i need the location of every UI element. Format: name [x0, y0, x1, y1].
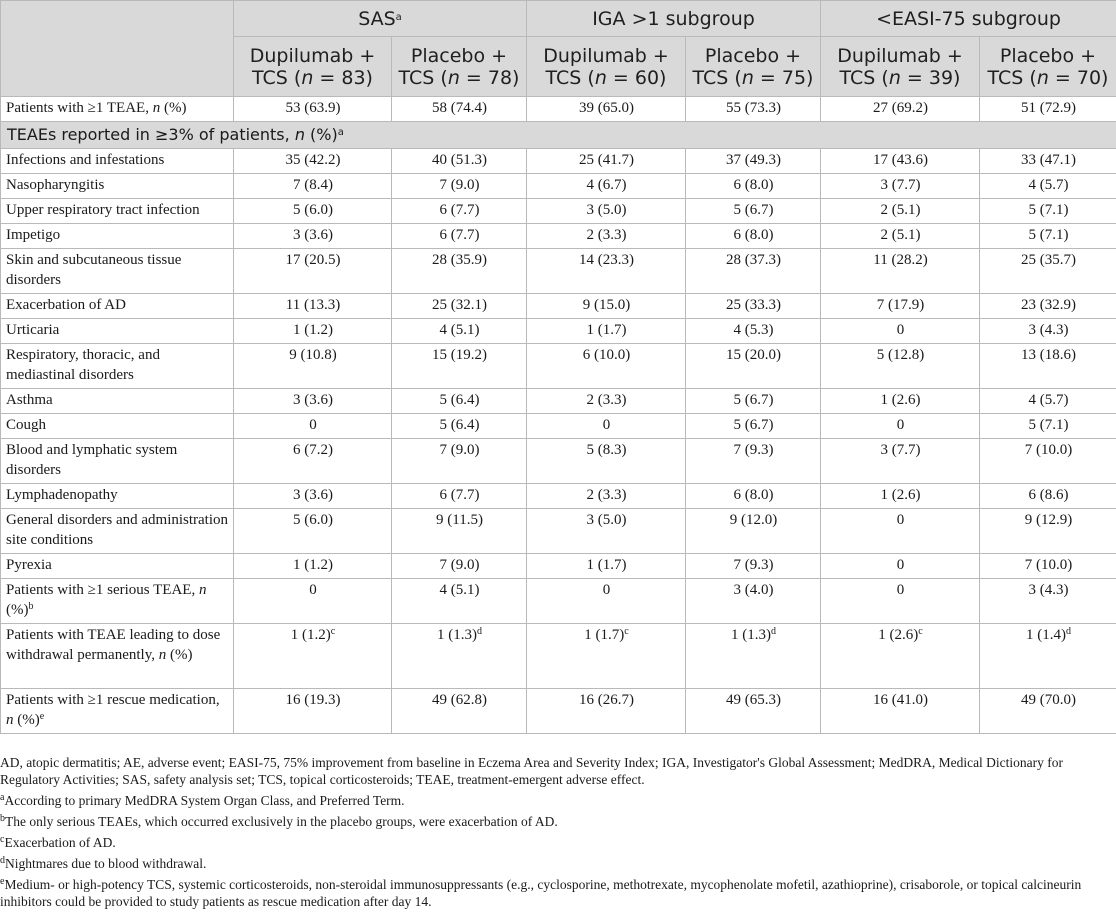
arm-header: Placebo + TCS (n = 78): [392, 37, 527, 97]
footnote: $^a$According to primary MedDRA System Organ Class, and Preferred Term.: [0, 792, 405, 808]
table-cell: 27 (69.2): [821, 97, 980, 122]
table-cell: 1 (1.7): [527, 554, 686, 579]
table-cell: 6 (7.2): [234, 439, 392, 484]
table-cell: 6 (7.7): [392, 484, 527, 509]
table-cell: 17 (43.6): [821, 149, 980, 174]
table-cell: 1 $(1.4)^d$: [980, 624, 1116, 689]
table-cell: 1 (1.7): [527, 319, 686, 344]
table-row: [1, 174, 1116, 199]
table-cell: 25 (32.1): [392, 294, 527, 319]
table-cell: 3 (4.3): [980, 319, 1116, 344]
group-header-row: [1, 1, 1116, 37]
table-cell: 6 (8.0): [686, 484, 821, 509]
table-cell: 5 (6.0): [234, 199, 392, 224]
table-row: [1, 509, 1116, 554]
table-cell: 5 (8.3): [527, 439, 686, 484]
table-cell: 1 $(1.3)^d$: [686, 624, 821, 689]
table-cell: 2 (5.1): [821, 224, 980, 249]
section-header-label: TEAEs reported in ≥3% of patients, n (%)$^a$: [1, 122, 1116, 149]
table-footnotes: [0, 754, 1116, 914]
table-cell: 3 (7.7): [821, 439, 980, 484]
table-cell: 9 (11.5): [392, 509, 527, 554]
table-cell: 14 (23.3): [527, 249, 686, 294]
table-cell: 7 (9.3): [686, 554, 821, 579]
table-cell: 7 (10.0): [980, 554, 1116, 579]
table-row: [1, 554, 1116, 579]
table-cell: 1 (2.6): [821, 389, 980, 414]
table-row: [1, 389, 1116, 414]
table-cell: 1 (1.2): [234, 554, 392, 579]
table-row: [1, 319, 1116, 344]
row-label: Skin and subcutaneous tissue disorders: [1, 249, 234, 294]
table-cell: 3 (3.6): [234, 389, 392, 414]
table-cell: 1 $(1.7)^c$: [527, 624, 686, 689]
table-cell: 5 (7.1): [980, 224, 1116, 249]
arm-header: Dupilumab + TCS (n = 39): [821, 37, 980, 97]
table-cell: 28 (37.3): [686, 249, 821, 294]
table-cell: 35 (42.2): [234, 149, 392, 174]
table-cell: 25 (35.7): [980, 249, 1116, 294]
table-cell: 1 $(2.6)^c$: [821, 624, 980, 689]
table-row: [1, 414, 1116, 439]
table-cell: 5 (7.1): [980, 199, 1116, 224]
row-label: Asthma: [1, 389, 234, 414]
table-cell: 4 (5.1): [392, 319, 527, 344]
table-cell: 9 (15.0): [527, 294, 686, 319]
row-label: Upper respiratory tract infection: [1, 199, 234, 224]
table-cell: 4 (6.7): [527, 174, 686, 199]
table-cell: 25 (33.3): [686, 294, 821, 319]
table-row: [1, 149, 1116, 174]
table-cell: 33 (47.1): [980, 149, 1116, 174]
table-cell: 4 (5.7): [980, 389, 1116, 414]
table-cell: 53 (63.9): [234, 97, 392, 122]
table-row: [1, 249, 1116, 294]
table-cell: 16 (19.3): [234, 689, 392, 734]
group-header-iga: IGA >1 subgroup: [527, 1, 821, 37]
table-cell: 5 (7.1): [980, 414, 1116, 439]
table-cell: 25 (41.7): [527, 149, 686, 174]
table-cell: 11 (13.3): [234, 294, 392, 319]
table-cell: 1 (2.6): [821, 484, 980, 509]
row-label: Blood and lymphatic system disorders: [1, 439, 234, 484]
table-cell: 15 (20.0): [686, 344, 821, 389]
table-row: [1, 199, 1116, 224]
table-cell: 3 (7.7): [821, 174, 980, 199]
table-cell: 0: [821, 509, 980, 554]
table-cell: 7 (8.4): [234, 174, 392, 199]
row-label: Impetigo: [1, 224, 234, 249]
table-row: [1, 579, 1116, 624]
group-header-easi: <EASI-75 subgroup: [821, 1, 1116, 37]
table-row: [1, 344, 1116, 389]
table-cell: 7 (17.9): [821, 294, 980, 319]
table-cell: 3 (4.0): [686, 579, 821, 624]
table-cell: 17 (20.5): [234, 249, 392, 294]
table-cell: 2 (3.3): [527, 484, 686, 509]
table-cell: 6 (7.7): [392, 199, 527, 224]
arm-header: Placebo + TCS (n = 70): [980, 37, 1116, 97]
table-cell: 0: [527, 414, 686, 439]
table-cell: 13 (18.6): [980, 344, 1116, 389]
table-cell: 7 (9.0): [392, 439, 527, 484]
table-row: [1, 97, 1116, 122]
table-cell: 15 (19.2): [392, 344, 527, 389]
row-label: Lymphadenopathy: [1, 484, 234, 509]
table-cell: 51 (72.9): [980, 97, 1116, 122]
table-cell: 9 (12.9): [980, 509, 1116, 554]
table-body: [1, 97, 1116, 734]
row-label: Pyrexia: [1, 554, 234, 579]
row-label: Respiratory, thoracic, and mediastinal disorders: [1, 344, 234, 389]
footnote: $^c$Exacerbation of AD.: [0, 834, 116, 850]
table-cell: 7 (9.0): [392, 554, 527, 579]
table-cell: 39 (65.0): [527, 97, 686, 122]
row-label: Patients with ≥1 rescue medication, n (%)$^e$: [1, 689, 234, 734]
table-cell: 4 (5.1): [392, 579, 527, 624]
table-cell: 49 (65.3): [686, 689, 821, 734]
row-label: Nasopharyngitis: [1, 174, 234, 199]
table-cell: 5 (6.7): [686, 199, 821, 224]
row-label: Infections and infestations: [1, 149, 234, 174]
table-cell: 5 (6.4): [392, 389, 527, 414]
table-cell: 40 (51.3): [392, 149, 527, 174]
table-cell: 5 (6.7): [686, 414, 821, 439]
table-cell: 0: [821, 414, 980, 439]
table-cell: 1 $(1.3)^d$: [392, 624, 527, 689]
table-cell: 0: [821, 579, 980, 624]
table-cell: 2 (5.1): [821, 199, 980, 224]
table-cell: 11 (28.2): [821, 249, 980, 294]
arm-header: Dupilumab + TCS (n = 83): [234, 37, 392, 97]
table-cell: 28 (35.9): [392, 249, 527, 294]
table-cell: 49 (62.8): [392, 689, 527, 734]
table-cell: 0: [821, 319, 980, 344]
table-cell: 0: [234, 414, 392, 439]
table-cell: 6 (8.0): [686, 224, 821, 249]
row-label: Patients with TEAE leading to dose withdrawal permanently, n (%): [1, 624, 234, 689]
table-row: [1, 484, 1116, 509]
row-label: General disorders and administration site conditions: [1, 509, 234, 554]
header-corner: [1, 1, 234, 97]
table-row: [1, 624, 1116, 689]
table-cell: 7 (9.3): [686, 439, 821, 484]
arm-header: Dupilumab + TCS (n = 60): [527, 37, 686, 97]
table-cell: 5 (6.4): [392, 414, 527, 439]
table-cell: 4 (5.3): [686, 319, 821, 344]
table-cell: 0: [821, 554, 980, 579]
table-cell: 3 (3.6): [234, 484, 392, 509]
footnote: $^b$The only serious TEAEs, which occurred exclusively in the placebo groups, were exacerbation of AD.: [0, 813, 558, 829]
arm-header: Placebo + TCS (n = 75): [686, 37, 821, 97]
section-header-row: [1, 122, 1116, 149]
table-cell: 16 (41.0): [821, 689, 980, 734]
table-cell: 6 (10.0): [527, 344, 686, 389]
row-label: Patients with ≥1 TEAE, n (%): [1, 97, 234, 122]
table-cell: 3 (5.0): [527, 509, 686, 554]
table-cell: 49 (70.0): [980, 689, 1116, 734]
table-cell: 6 (7.7): [392, 224, 527, 249]
row-label: Urticaria: [1, 319, 234, 344]
table-row: [1, 294, 1116, 319]
table-cell: 3 (5.0): [527, 199, 686, 224]
table-cell: 6 (8.0): [686, 174, 821, 199]
row-label: Cough: [1, 414, 234, 439]
table-cell: 23 (32.9): [980, 294, 1116, 319]
table-cell: 4 (5.7): [980, 174, 1116, 199]
table-cell: 37 (49.3): [686, 149, 821, 174]
table-cell: 9 (12.0): [686, 509, 821, 554]
table-cell: 55 (73.3): [686, 97, 821, 122]
table-cell: 7 (9.0): [392, 174, 527, 199]
table-row: [1, 689, 1116, 734]
table-cell: 1 (1.2): [234, 319, 392, 344]
footnote: $^d$Nightmares due to blood withdrawal.: [0, 855, 207, 871]
table-cell: 16 (26.7): [527, 689, 686, 734]
table-cell: 1 $(1.2)^c$: [234, 624, 392, 689]
table-cell: 2 (3.3): [527, 224, 686, 249]
table-cell: 3 (3.6): [234, 224, 392, 249]
table-cell: 9 (10.8): [234, 344, 392, 389]
table-cell: 7 (10.0): [980, 439, 1116, 484]
group-header-sas: SAS$^a$: [234, 1, 527, 37]
footnote: $^e$Medium- or high-potency TCS, systemic corticosteroids, non-steroidal immunosuppressants (e.g., cyclosporine, methotrexate, mycophenolate mofetil, azathioprine), crisaborole, or topical calcineurin inhibitors could be provided to study patients as rescue medication after day 14.: [0, 876, 1082, 909]
table-cell: 58 (74.4): [392, 97, 527, 122]
table-row: [1, 224, 1116, 249]
table-row: [1, 439, 1116, 484]
table-cell: 0: [234, 579, 392, 624]
table-cell: 3 (4.3): [980, 579, 1116, 624]
table-cell: 2 (3.3): [527, 389, 686, 414]
table-cell: 6 (8.6): [980, 484, 1116, 509]
row-label: Exacerbation of AD: [1, 294, 234, 319]
table-cell: 5 (12.8): [821, 344, 980, 389]
row-label: Patients with ≥1 serious TEAE, n (%)$^b$: [1, 579, 234, 624]
table-cell: 5 (6.7): [686, 389, 821, 414]
table-cell: 0: [527, 579, 686, 624]
abbreviations-note: AD, atopic dermatitis; AE, adverse event; EASI-75, 75% improvement from baseline in Eczema Area and Severity Index; IGA, Investigator's Global Assessment; MedDRA, Medical Dictionary for Regulatory Activities; SAS, safety analysis set; TCS, topical corticosteroids; TEAE, treatment-emergent adverse effect.: [0, 755, 1064, 787]
table-cell: 5 (6.0): [234, 509, 392, 554]
